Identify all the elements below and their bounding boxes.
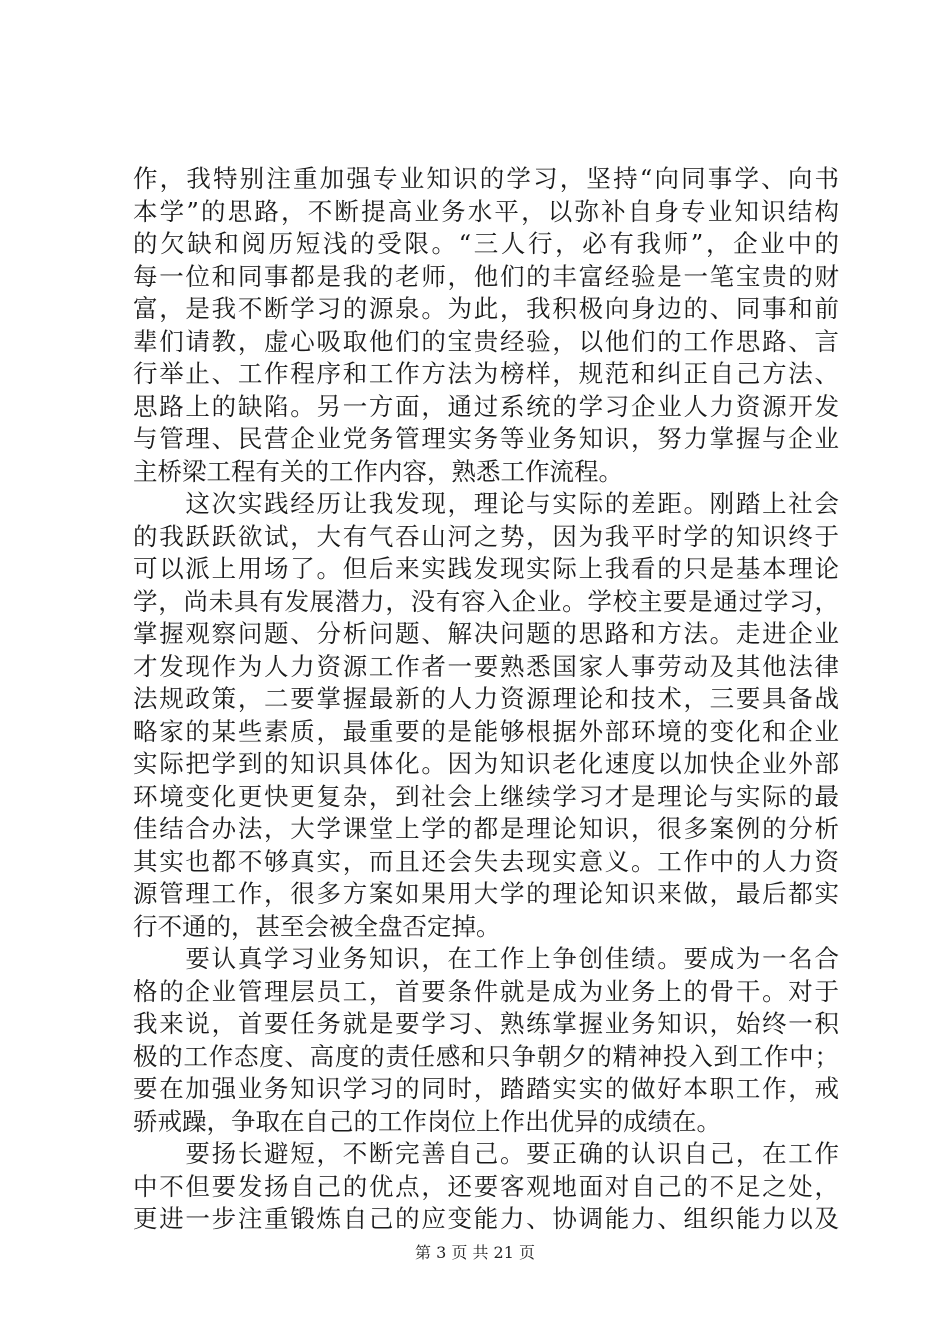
text-line: 的我跃跃欲试，大有气吞山河之势，因为我平时学的知识终于 [133, 521, 839, 551]
page-footer: 第 3 页 共 21 页 [415, 1243, 535, 1262]
text-line: 我来说，首要任务就是要学习、熟练掌握业务知识，始终一积 [133, 1009, 839, 1038]
text-line: 主桥梁工程有关的工作内容，熟悉工作流程。 [133, 456, 623, 486]
text-line: 要在加强业务知识学习的同时，踏踏实实的做好本职工作，戒 [133, 1074, 839, 1103]
text-line: 辈们请教，虚心吸取他们的宝贵经验，以他们的工作思路、言 [133, 326, 839, 356]
text-line: 可以派上用场了。但后来实践发现实际上我看的只是基本理论 [133, 554, 839, 583]
document-body [133, 163, 839, 1236]
text-line: 掌握观察问题、分析问题、解决问题的思路和方法。走进企业 [133, 619, 839, 648]
text-line: 格的企业管理层员工，首要条件就是成为业务上的骨干。对于 [133, 976, 839, 1006]
text-line: 中不但要发扬自己的优点，还要客观地面对自己的不足之处， [133, 1171, 839, 1201]
text-line: 其实也都不够真实，而且还会失去现实意义。工作中的人力资 [133, 846, 839, 876]
paragraph [133, 488, 839, 943]
text-line: 环境变化更快更复杂，到社会上继续学习才是理论与实际的最 [133, 781, 839, 811]
text-line: 的欠缺和阅历短浅的受限。“三人行，必有我师”，企业中的 [133, 229, 839, 258]
text-line: 实际把学到的知识具体化。因为知识老化速度以加快企业外部 [133, 749, 839, 778]
text-line: 与管理、民营企业党务管理实务等业务知识，努力掌握与企业 [133, 424, 839, 453]
text-line: 要认真学习业务知识，在工作上争创佳绩。要成为一名合 [133, 944, 839, 973]
text-line: 略家的某些素质，最重要的是能够根据外部环境的变化和企业 [133, 716, 839, 746]
text-line: 作，我特别注重加强专业知识的学习，坚持“向同事学、向书 [133, 164, 839, 193]
text-line: 行举止、工作程序和工作方法为榜样，规范和纠正自己方法、 [133, 359, 839, 388]
text-line: 学，尚未具有发展潜力，没有容入企业。学校主要是通过学习， [133, 586, 839, 616]
paragraph [133, 943, 839, 1138]
text-line: 法规政策，二要掌握最新的人力资源理论和技术，三要具备战 [133, 684, 839, 713]
text-line: 富，是我不断学习的源泉。为此，我积极向身边的、同事和前 [133, 294, 839, 323]
text-line: 极的工作态度、高度的责任感和只争朝夕的精神投入到工作中； [133, 1041, 839, 1071]
text-line: 每一位和同事都是我的老师，他们的丰富经验是一笔宝贵的财 [133, 261, 839, 291]
paragraph [133, 1138, 839, 1236]
text-line: 更进一步注重锻炼自己的应变能力、协调能力、组织能力以及 [133, 1204, 839, 1233]
text-line: 佳结合办法，大学课堂上学的都是理论知识，很多案例的分析 [133, 814, 839, 843]
text-line: 要扬长避短，不断完善自己。要正确的认识自己，在工作 [133, 1139, 839, 1168]
text-line: 思路上的缺陷。另一方面，通过系统的学习企业人力资源开发 [133, 391, 839, 421]
text-line: 源管理工作，很多方案如果用大学的理论知识来做，最后都实 [133, 879, 839, 908]
text-line: 骄戒躁，争取在自己的工作岗位上作出优异的成绩在。 [133, 1106, 721, 1136]
text-line: 行不通的，甚至会被全盘否定掉。 [133, 911, 501, 941]
text-line: 这次实践经历让我发现，理论与实际的差距。刚踏上社会 [133, 489, 839, 518]
text-line: 才发现作为人力资源工作者一要熟悉国家人事劳动及其他法律 [133, 651, 839, 681]
text-line: 本学”的思路，不断提高业务水平，以弥补自身专业知识结构 [133, 196, 839, 226]
paragraph [133, 163, 839, 488]
